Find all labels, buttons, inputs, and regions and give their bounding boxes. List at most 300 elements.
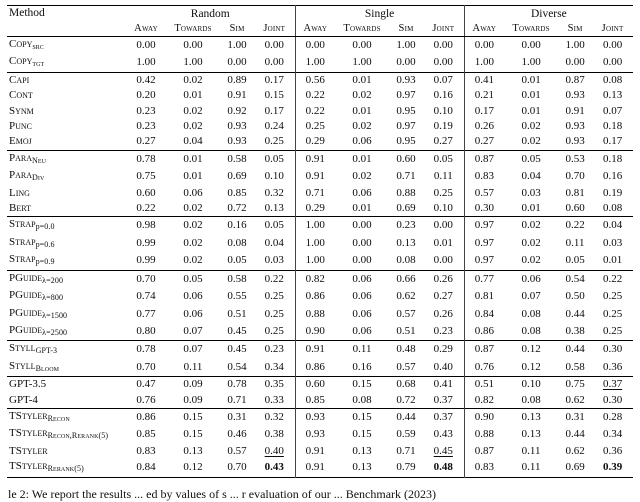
col-header-away: Away [126,22,166,37]
value-cell: 0.00 [433,254,453,267]
value-cell: 0.16 [602,170,623,183]
value-cell: 0.25 [264,324,284,337]
value-cell: 0.06 [335,270,389,288]
value-cell: 0.27 [136,135,156,148]
value-cell: 0.70 [126,270,166,288]
value-cell: 0.19 [602,186,623,199]
method-name: ParaNeu [7,150,126,168]
value-cell: 0.13 [504,408,558,426]
value-cell: 0.02 [183,202,203,215]
table-row [7,359,633,377]
value-cell: 0.08 [521,307,541,320]
value-cell: 0.05 [227,254,247,267]
value-cell: 0.86 [295,288,335,305]
value-cell: 0.99 [136,236,156,249]
value-cell: 1.00 [396,39,416,51]
value-cell: 0.13 [183,444,203,457]
value-cell: 0.22 [254,270,295,288]
value-cell: 0.26 [423,270,464,288]
value-cell: 0.17 [602,135,623,148]
value-cell: 0.20 [136,89,156,102]
results-table-body [7,37,633,478]
table-row [7,270,633,288]
value-cell: 0.68 [389,377,423,393]
value-cell: 0.13 [264,202,284,215]
value-cell: 0.83 [136,444,156,457]
value-cell: 0.01 [433,236,453,249]
value-cell: 1.00 [565,39,585,51]
value-cell: 0.02 [504,217,558,235]
value-cell: 0.13 [352,461,372,474]
value-cell: 0.01 [183,170,203,183]
value-cell: 0.72 [227,202,247,215]
value-cell: 0.38 [264,428,284,441]
value-cell: 0.18 [602,120,623,133]
value-cell: 0.17 [264,104,284,117]
value-cell: 0.91 [227,89,247,102]
value-cell: 0.11 [335,341,389,359]
col-header-sim: Sim [220,22,254,37]
value-cell: 0.13 [521,428,541,441]
value-cell: 0.08 [602,202,623,215]
value-cell: 0.03 [521,186,541,199]
value-cell: 0.00 [602,39,623,51]
value-cell: 0.83 [464,459,504,477]
group-header-diverse: Diverse [464,6,633,23]
col-header-joint: Joint [592,22,633,37]
value-cell: 0.22 [592,270,633,288]
value-cell: 0.50 [565,290,585,303]
value-cell: 0.90 [464,408,504,426]
value-cell: 0.00 [183,39,203,51]
value-cell: 0.75 [558,377,592,393]
value-cell: 0.93 [565,120,585,133]
group-header-single: Single [295,6,464,23]
method-name: TStyler [9,444,48,457]
value-cell: 0.04 [521,170,541,183]
method-name: Emoj [9,135,32,148]
value-cell: 0.00 [264,39,284,51]
value-cell: 0.87 [464,341,504,359]
table-row [7,88,633,103]
value-cell: 0.55 [227,290,247,303]
col-header-joint: Joint [254,22,295,37]
method-subscript: Div [32,173,45,183]
value-cell: 1.00 [295,252,335,270]
value-cell: 0.36 [602,360,623,373]
value-cell: 0.91 [295,341,335,359]
value-cell: 0.88 [396,186,416,199]
value-cell: 0.76 [464,359,504,377]
value-cell: 0.02 [183,104,203,117]
value-cell: 0.01 [352,104,372,117]
method-subscript: p=0.9 [35,257,55,267]
value-cell: 0.08 [592,72,633,88]
method-subscript: Neu [32,155,47,165]
value-cell: 0.25 [264,307,284,320]
value-cell: 0.45 [227,324,247,337]
value-cell: 0.70 [565,170,585,183]
table-row [7,306,633,323]
value-cell: 0.25 [602,307,623,320]
value-cell: 0.44 [389,408,423,426]
method-name: Ling [9,186,30,199]
value-cell: 0.78 [126,341,166,359]
method-subscript: λ=800 [42,293,64,303]
method-name: Bert [9,202,31,215]
method-name: TStylerRecon,Rerank(5) [9,427,109,441]
value-cell: 0.22 [136,202,156,215]
value-cell: 0.06 [183,290,203,303]
value-cell: 0.36 [602,444,623,457]
value-cell: 0.88 [295,306,335,323]
value-cell: 0.75 [136,170,156,183]
value-cell: 1.00 [464,54,504,72]
value-cell: 0.23 [136,120,156,133]
value-cell: 0.17 [254,72,295,88]
value-cell: 0.07 [602,104,623,117]
method-name: PGuideλ=200 [7,270,126,288]
value-cell: 0.02 [521,120,541,133]
value-cell: 0.11 [521,461,541,474]
value-cell: 0.16 [220,217,254,235]
table-row [7,119,633,134]
value-cell: 0.95 [396,104,416,117]
value-cell: 0.05 [423,150,464,168]
value-cell: 0.15 [352,428,372,441]
value-cell: 0.00 [464,37,504,55]
value-cell: 0.00 [352,254,372,267]
value-cell: 0.40 [433,360,453,373]
method-name: Strapp=0.0 [7,217,126,235]
value-cell: 0.53 [558,150,592,168]
value-cell: 0.10 [433,104,453,117]
value-cell: 0.93 [295,426,335,443]
value-cell: 0.06 [504,270,558,288]
value-cell: 0.03 [602,236,623,249]
col-header-towards: Towards [166,22,220,37]
value-cell: 0.11 [565,236,585,249]
value-cell: 0.59 [396,428,416,441]
value-cell: 0.01 [521,202,541,215]
value-cell: 0.13 [396,236,416,249]
method-name: Cont [9,89,33,102]
method-name: Strapp=0.6 [9,235,55,249]
value-cell: 0.12 [521,360,541,373]
value-cell: 0.74 [136,290,156,303]
value-cell: 0.06 [183,307,203,320]
table-row [7,393,633,409]
value-cell: 0.78 [220,377,254,393]
value-cell: 0.57 [396,307,416,320]
value-cell: 0.00 [423,217,464,235]
table-caption: le 2: We report the results ... ed by values of s ... r evaluation of our ... Benchmark (2023) [8,486,437,501]
value-cell: 0.97 [464,235,504,252]
value-cell: 0.85 [136,428,156,441]
value-cell: 0.69 [396,202,416,215]
method-name: Strapp=0.9 [9,253,55,267]
value-cell: 0.01 [335,150,389,168]
method-name: PGuideλ=800 [9,289,64,303]
value-cell: 0.05 [254,217,295,235]
value-cell: 0.29 [295,201,335,217]
method-name: Copytgt [9,55,45,69]
value-cell: 0.93 [295,408,335,426]
value-cell: 0.02 [166,217,220,235]
method-name: GPT-3.5 [7,377,126,393]
value-cell: 0.00 [433,39,453,51]
value-cell: 0.37 [423,408,464,426]
col-header-joint: Joint [423,22,464,37]
value-cell: 0.62 [565,444,585,457]
value-cell: 0.01 [352,202,372,215]
value-cell: 0.42 [126,72,166,88]
value-cell: 0.80 [136,324,156,337]
value-cell: 0.41 [423,377,464,393]
value-cell: 0.58 [220,150,254,168]
value-cell: 0.02 [352,120,372,133]
value-cell: 0.08 [396,254,416,267]
method-subscript: p=0.6 [35,239,55,249]
value-cell: 0.25 [264,135,284,148]
value-cell: 0.43 [433,428,453,441]
method-name: TStylerRecon [7,408,126,426]
value-cell: 0.91 [295,444,335,459]
value-cell: 0.22 [558,217,592,235]
col-header-method: Method [7,6,126,37]
value-cell: 0.08 [227,236,247,249]
value-cell: 1.00 [295,217,335,235]
value-cell: 0.43 [264,461,284,474]
value-cell: 0.23 [254,341,295,359]
table-row [7,235,633,252]
value-cell: 0.47 [126,377,166,393]
value-cell: 0.15 [166,408,220,426]
value-cell: 0.06 [352,307,372,320]
value-cell: 0.26 [433,307,453,320]
value-cell: 0.22 [295,88,335,103]
value-cell: 0.08 [352,393,372,406]
value-cell: 0.40 [264,444,284,457]
table-row [7,444,633,459]
value-cell: 0.15 [183,428,203,441]
value-cell: 0.00 [264,56,284,69]
value-cell: 0.25 [295,119,335,134]
value-cell: 0.30 [464,201,504,217]
value-cell: 0.37 [433,393,453,406]
method-name: StyllBloom [9,359,60,373]
value-cell: 0.79 [396,461,416,474]
value-cell: 0.28 [592,408,633,426]
value-cell: 0.86 [295,359,335,377]
value-cell: 0.29 [423,341,464,359]
value-cell: 0.01 [183,89,203,102]
value-cell: 0.60 [389,150,423,168]
method-name: PGuideλ=1500 [9,306,68,320]
value-cell: 0.31 [220,408,254,426]
value-cell: 0.07 [166,341,220,359]
value-cell: 0.05 [504,150,558,168]
col-header-towards: Towards [504,22,558,37]
method-name: ParaDiv [9,169,45,183]
value-cell: 0.17 [464,104,504,119]
value-cell: 0.25 [602,290,623,303]
value-cell: 0.44 [565,428,585,441]
value-cell: 0.70 [136,360,156,373]
value-cell: 0.37 [592,377,633,393]
value-cell: 0.02 [521,135,541,148]
value-cell: 0.02 [521,254,541,267]
table-row [7,217,633,235]
value-cell: 0.09 [183,393,203,406]
value-cell: 0.81 [464,288,504,305]
value-cell: 0.27 [433,290,453,303]
method-name: Copysrc [9,38,44,51]
value-cell: 0.06 [352,290,372,303]
value-cell: 0.08 [521,393,541,406]
value-cell: 0.23 [433,324,453,337]
value-cell: 0.15 [335,408,389,426]
value-cell: 0.44 [558,341,592,359]
value-cell: 1.00 [183,56,203,69]
value-cell: 0.34 [264,360,284,373]
value-cell: 0.02 [166,72,220,88]
value-cell: 0.13 [602,89,623,102]
value-cell: 0.51 [396,324,416,337]
value-cell: 0.01 [521,89,541,102]
value-cell: 0.97 [464,252,504,270]
method-name: StyllGPT-3 [7,341,126,359]
value-cell: 0.93 [227,135,247,148]
value-cell: 0.78 [126,150,166,168]
value-cell: 0.00 [136,39,156,51]
value-cell: 0.87 [464,150,504,168]
value-cell: 0.90 [295,323,335,341]
group-header-random: Random [190,8,230,20]
value-cell: 0.98 [126,217,166,235]
table-row [7,134,633,150]
value-cell: 0.10 [433,202,453,215]
value-cell: 0.01 [521,104,541,117]
value-cell: 0.01 [335,72,389,88]
value-cell: 0.69 [565,461,585,474]
value-cell: 0.48 [433,461,453,474]
value-cell: 0.48 [389,341,423,359]
value-cell: 0.91 [295,150,335,168]
value-cell: 0.22 [295,104,335,119]
value-cell: 0.41 [464,72,504,88]
col-header-away: Away [295,22,335,37]
value-cell: 0.87 [558,72,592,88]
value-cell: 0.93 [565,135,585,148]
value-cell: 0.89 [220,72,254,88]
value-cell: 0.97 [396,120,416,133]
method-name: TStylerRerank(5) [9,460,84,474]
value-cell: 0.60 [565,202,585,215]
value-cell: 0.07 [521,290,541,303]
method-subscript: λ=2500 [42,327,68,337]
value-cell: 0.00 [335,217,389,235]
value-cell: 0.58 [565,360,585,373]
value-cell: 0.26 [464,119,504,134]
value-cell: 0.30 [592,341,633,359]
value-cell: 0.84 [136,461,156,474]
value-cell: 0.34 [602,428,623,441]
group-header-row [7,6,633,23]
value-cell: 1.00 [227,39,247,51]
value-cell: 0.05 [565,254,585,267]
value-cell: 0.16 [433,89,453,102]
method-subscript: GPT-3 [35,346,58,356]
value-cell: 0.45 [433,444,453,457]
value-cell: 0.39 [602,461,623,474]
value-cell: 0.46 [227,428,247,441]
value-cell: 0.01 [504,72,558,88]
value-cell: 0.66 [389,270,423,288]
value-cell: 0.71 [295,186,335,201]
value-cell: 0.02 [183,236,203,249]
value-cell: 0.23 [389,217,423,235]
method-subscript: tgt [32,59,45,69]
value-cell: 0.69 [227,170,247,183]
value-cell: 0.02 [352,170,372,183]
value-cell: 0.51 [227,307,247,320]
col-header-towards: Towards [335,22,389,37]
table-row [7,459,633,477]
value-cell: 0.29 [295,134,335,150]
value-cell: 0.93 [227,120,247,133]
value-cell: 0.12 [183,461,203,474]
method-subscript: Recon,Rerank(5) [47,431,109,441]
value-cell: 0.00 [521,39,541,51]
method-subscript: Rerank(5) [47,464,84,474]
value-cell: 0.97 [464,217,504,235]
table-row [7,323,633,341]
value-cell: 0.13 [352,444,372,457]
value-cell: 0.31 [558,408,592,426]
value-cell: 0.21 [464,88,504,103]
value-cell: 0.18 [592,150,633,168]
method-name: Synm [9,104,34,117]
table-row [7,377,633,393]
value-cell: 0.38 [565,324,585,337]
value-cell: 0.91 [565,104,585,117]
value-cell: 0.00 [433,56,453,69]
value-cell: 0.09 [166,377,220,393]
value-cell: 1.00 [352,56,372,69]
value-cell: 0.97 [396,89,416,102]
method-name: Punc [9,120,33,133]
method-name: PGuideλ=2500 [9,323,68,337]
value-cell: 0.82 [295,270,335,288]
col-header-sim: Sim [558,22,592,37]
value-cell: 0.87 [464,444,504,459]
table-header [7,6,633,37]
value-cell: 0.57 [227,444,247,457]
value-cell: 0.00 [565,56,585,69]
value-cell: 0.32 [264,186,284,199]
value-cell: 0.54 [227,360,247,373]
value-cell: 0.07 [183,324,203,337]
value-cell: 0.85 [295,393,335,409]
value-cell: 0.93 [565,89,585,102]
value-cell: 0.71 [227,393,247,406]
value-cell: 0.30 [602,393,623,406]
value-cell: 0.10 [504,377,558,393]
table-row [7,54,633,72]
value-cell: 1.00 [521,56,541,69]
method-subscript: Bloom [35,363,60,373]
